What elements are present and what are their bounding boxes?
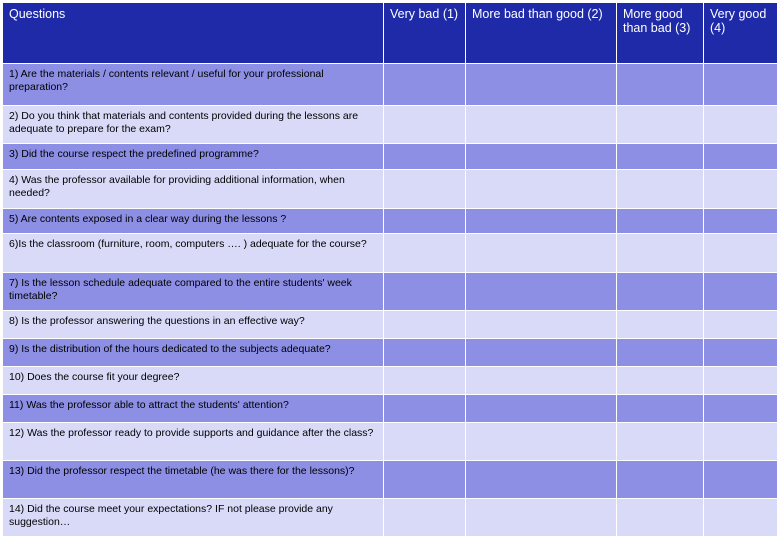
rating-cell-very-good[interactable] — [704, 170, 778, 209]
header-questions: Questions — [3, 3, 384, 64]
question-row — [3, 461, 778, 499]
rating-cell-very-good[interactable] — [704, 234, 778, 273]
rating-cell-more-bad-than-good[interactable] — [466, 339, 617, 367]
rating-cell-very-bad[interactable] — [384, 499, 466, 537]
rating-cell-more-bad-than-good[interactable] — [466, 234, 617, 273]
question-row — [3, 273, 778, 311]
rating-cell-very-bad[interactable] — [384, 339, 466, 367]
rating-cell-very-good[interactable] — [704, 273, 778, 311]
evaluation-table — [2, 2, 778, 537]
question-row — [3, 64, 778, 106]
header-more-good-than-bad: More good than bad (3) — [617, 3, 704, 64]
rating-cell-very-bad[interactable] — [384, 144, 466, 170]
question-text: 13) Did the professor respect the timetable (he was there for the lessons)? — [3, 461, 384, 499]
rating-cell-more-good-than-bad[interactable] — [617, 273, 704, 311]
rating-cell-very-good[interactable] — [704, 395, 778, 423]
question-row — [3, 339, 778, 367]
question-row — [3, 423, 778, 461]
question-row — [3, 170, 778, 209]
rating-cell-very-bad[interactable] — [384, 170, 466, 209]
rating-cell-very-bad[interactable] — [384, 209, 466, 234]
rating-cell-very-bad[interactable] — [384, 64, 466, 106]
rating-cell-very-bad[interactable] — [384, 395, 466, 423]
rating-cell-more-bad-than-good[interactable] — [466, 423, 617, 461]
rating-cell-more-good-than-bad[interactable] — [617, 64, 704, 106]
rating-cell-very-good[interactable] — [704, 367, 778, 395]
rating-cell-more-good-than-bad[interactable] — [617, 461, 704, 499]
rating-cell-more-good-than-bad[interactable] — [617, 367, 704, 395]
rating-cell-more-good-than-bad[interactable] — [617, 423, 704, 461]
question-row — [3, 106, 778, 144]
rating-cell-very-good[interactable] — [704, 461, 778, 499]
rating-cell-more-bad-than-good[interactable] — [466, 106, 617, 144]
rating-cell-very-good[interactable] — [704, 144, 778, 170]
rating-cell-more-good-than-bad[interactable] — [617, 395, 704, 423]
rating-cell-very-bad[interactable] — [384, 106, 466, 144]
header-very-bad: Very bad (1) — [384, 3, 466, 64]
question-text: 8) Is the professor answering the questions in an effective way? — [3, 311, 384, 339]
question-row — [3, 499, 778, 537]
rating-cell-very-bad[interactable] — [384, 311, 466, 339]
question-text: 1) Are the materials / contents relevant / useful for your professional preparation? — [3, 64, 384, 106]
question-row — [3, 311, 778, 339]
rating-cell-very-bad[interactable] — [384, 367, 466, 395]
question-text: 10) Does the course fit your degree? — [3, 367, 384, 395]
rating-cell-more-bad-than-good[interactable] — [466, 367, 617, 395]
question-text: 7) Is the lesson schedule adequate compared to the entire students' week timetable? — [3, 273, 384, 311]
rating-cell-more-good-than-bad[interactable] — [617, 144, 704, 170]
rating-cell-very-good[interactable] — [704, 311, 778, 339]
rating-cell-very-good[interactable] — [704, 423, 778, 461]
question-text: 2) Do you think that materials and contents provided during the lessons are adequate to prepare for the exam? — [3, 106, 384, 144]
question-text: 14) Did the course meet your expectations? IF not please provide any suggestion… — [3, 499, 384, 537]
question-row — [3, 234, 778, 273]
rating-cell-very-good[interactable] — [704, 106, 778, 144]
rating-cell-very-bad[interactable] — [384, 273, 466, 311]
rating-cell-very-bad[interactable] — [384, 234, 466, 273]
question-text: 4) Was the professor available for providing additional information, when needed? — [3, 170, 384, 209]
rating-cell-more-bad-than-good[interactable] — [466, 499, 617, 537]
rating-cell-more-bad-than-good[interactable] — [466, 461, 617, 499]
question-text: 12) Was the professor ready to provide supports and guidance after the class? — [3, 423, 384, 461]
question-text: 3) Did the course respect the predefined programme? — [3, 144, 384, 170]
rating-cell-more-bad-than-good[interactable] — [466, 170, 617, 209]
rating-cell-very-bad[interactable] — [384, 461, 466, 499]
rating-cell-more-bad-than-good[interactable] — [466, 209, 617, 234]
rating-cell-more-good-than-bad[interactable] — [617, 499, 704, 537]
rating-cell-more-bad-than-good[interactable] — [466, 144, 617, 170]
header-row — [3, 3, 778, 64]
rating-cell-very-good[interactable] — [704, 339, 778, 367]
header-very-good: Very good (4) — [704, 3, 778, 64]
question-text: 6)Is the classroom (furniture, room, computers …. ) adequate for the course? — [3, 234, 384, 273]
rating-cell-very-good[interactable] — [704, 209, 778, 234]
question-row — [3, 209, 778, 234]
rating-cell-very-good[interactable] — [704, 64, 778, 106]
rating-cell-more-good-than-bad[interactable] — [617, 339, 704, 367]
rating-cell-more-good-than-bad[interactable] — [617, 311, 704, 339]
question-row — [3, 367, 778, 395]
question-text: 5) Are contents exposed in a clear way during the lessons ? — [3, 209, 384, 234]
rating-cell-more-good-than-bad[interactable] — [617, 234, 704, 273]
question-row — [3, 144, 778, 170]
rating-cell-more-good-than-bad[interactable] — [617, 106, 704, 144]
rating-cell-more-good-than-bad[interactable] — [617, 209, 704, 234]
rating-cell-more-bad-than-good[interactable] — [466, 273, 617, 311]
question-row — [3, 395, 778, 423]
question-text: 9) Is the distribution of the hours dedicated to the subjects adequate? — [3, 339, 384, 367]
rating-cell-very-good[interactable] — [704, 499, 778, 537]
header-more-bad-than-good: More bad than good (2) — [466, 3, 617, 64]
rating-cell-more-bad-than-good[interactable] — [466, 395, 617, 423]
rating-cell-more-bad-than-good[interactable] — [466, 311, 617, 339]
rating-cell-very-bad[interactable] — [384, 423, 466, 461]
rating-cell-more-good-than-bad[interactable] — [617, 170, 704, 209]
question-text: 11) Was the professor able to attract the students' attention? — [3, 395, 384, 423]
rating-cell-more-bad-than-good[interactable] — [466, 64, 617, 106]
